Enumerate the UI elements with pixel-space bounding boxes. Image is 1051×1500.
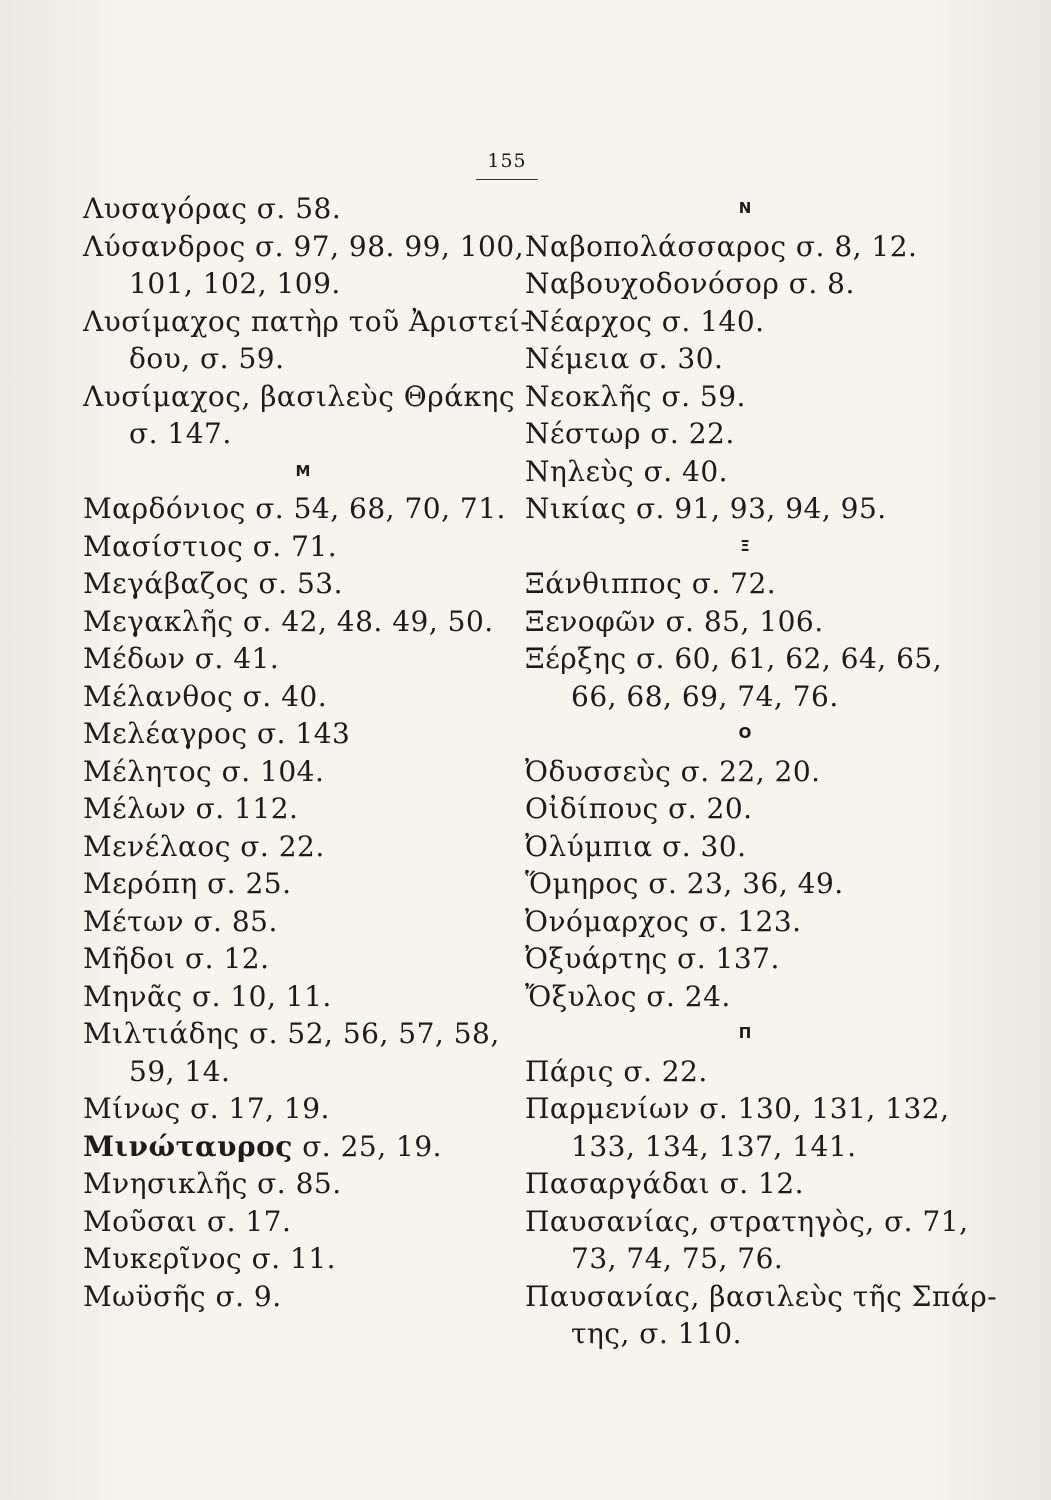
index-entry (525, 303, 965, 341)
entry-line: Μελέαγρος σ. 143 (83, 717, 351, 750)
entry-line: Μοῦσαι σ. 17. (83, 1204, 292, 1238)
entry-continuation: 66, 68, 69, 74, 76. (571, 679, 839, 713)
entry-line: Μέλητος σ. 104. (83, 754, 325, 788)
entry-line: Μαρδόνιος σ. 54, 68, 70, 71. (83, 492, 506, 525)
entry-line: Νικίας σ. 91, 93, 94, 95. (525, 492, 887, 525)
entry-line: Ναβοπολάσσαρος σ. 8, 12. (525, 229, 918, 263)
index-entry (83, 603, 503, 641)
index-entry (83, 640, 503, 678)
entry-line: Μηνᾶς σ. 10, 11. (83, 979, 332, 1013)
index-entry (525, 378, 965, 416)
entry-line: Μερόπη σ. 25. (83, 867, 292, 900)
entry-line: Ὀλύμπια σ. 30. (525, 829, 747, 863)
entry-line: Παυσανίας, στρατηγὸς, σ. 71, (525, 1204, 969, 1238)
entry-line: Ξέρξης σ. 60, 61, 62, 64, 65, (525, 642, 943, 675)
entry-continuation: 133, 134, 137, 141. (571, 1129, 857, 1163)
entry-continuation: 73, 74, 75, 76. (571, 1242, 784, 1275)
entry-continuation: δου, σ. 59. (129, 342, 285, 375)
entry-line: Νέστωρ σ. 22. (525, 417, 735, 450)
entry-line: Ὀξυάρτης σ. 137. (525, 942, 780, 975)
entry-line: Πασαργάδαι σ. 12. (525, 1167, 805, 1200)
index-entry (525, 640, 965, 715)
entry-line: Λυσαγόρας σ. 58. (83, 192, 342, 225)
entry-line: Μεγακλῆς σ. 42, 48. 49, 50. (83, 604, 494, 638)
index-entry (83, 1128, 503, 1166)
entry-line: Παρμενίων σ. 130, 131, 132, (525, 1092, 950, 1125)
index-column-left (83, 190, 531, 1315)
index-entry (525, 453, 965, 491)
entry-line: Μενέλαος σ. 22. (83, 829, 325, 863)
entry-line: Μέλανθος σ. 40. (83, 679, 328, 713)
index-entry (525, 753, 965, 791)
entry-line: Παυσανίας, βασιλεὺς τῆς Σπάρ- (525, 1279, 998, 1313)
section-letter: Ξ (740, 536, 750, 555)
index-entry (525, 340, 965, 378)
index-entry (525, 828, 965, 866)
index-entry (83, 378, 516, 453)
index-entry (525, 1053, 965, 1091)
index-entry (83, 978, 503, 1016)
entry-line: Λυσίμαχος, βασιλεὺς Θράκης (83, 379, 516, 413)
index-entry (525, 940, 965, 978)
entry-line: Μεγάβαζος σ. 53. (83, 567, 343, 600)
index-entry (83, 790, 503, 828)
header-rule (476, 179, 538, 180)
index-entry (525, 1203, 969, 1278)
entry-line: Μιλτιάδης σ. 52, 56, 57, 58, (83, 1017, 500, 1050)
section-letter: Π (738, 1024, 752, 1042)
index-entry (525, 1090, 965, 1165)
index-entry (525, 490, 965, 528)
entry-line: Νηλεὺς σ. 40. (525, 454, 729, 488)
index-entry (525, 228, 965, 266)
index-entry (525, 1278, 998, 1353)
entry-continuation: της, σ. 110. (571, 1317, 743, 1350)
index-entry (525, 790, 965, 828)
entry-line: Νέμεια σ. 30. (525, 342, 724, 375)
entry-line: Λύσανδρος σ. 97, 98. 99, 100, (83, 229, 525, 263)
entry-line: Ὄξυλος σ. 24. (525, 979, 731, 1013)
index-entry (525, 978, 965, 1016)
entry-line: Πάρις σ. 22. (525, 1054, 708, 1088)
index-entry (83, 1015, 503, 1090)
index-entry (83, 903, 503, 941)
index-entry (83, 1203, 503, 1241)
index-entry (83, 490, 506, 528)
index-entry (83, 1090, 503, 1128)
index-entry (525, 903, 965, 941)
index-entry (83, 1278, 503, 1316)
entry-continuation: σ. 147. (129, 417, 232, 450)
entry-line: Λυσίμαχος πατὴρ τοῦ Ἀριστεί- (83, 304, 531, 338)
index-entry (525, 265, 965, 303)
entry-line: Μινώταυρος σ. 25, 19. (83, 1129, 443, 1163)
entry-line: Νεοκλῆς σ. 59. (525, 379, 746, 413)
entry-continuation: 59, 14. (129, 1054, 231, 1088)
entry-line: Μέδων σ. 41. (83, 642, 280, 675)
index-entry (83, 940, 503, 978)
index-entry (83, 228, 525, 303)
page-number: 155 (487, 150, 527, 172)
index-entry (83, 753, 503, 791)
index-column-right (525, 190, 998, 1353)
entry-line: Μωϋσῆς σ. 9. (83, 1279, 282, 1313)
index-entry (83, 715, 503, 753)
entry-line: Ξενοφῶν σ. 85, 106. (525, 604, 824, 638)
entry-line: Ξάνθιππος σ. 72. (525, 567, 777, 600)
entry-line: Μασίστιος σ. 71. (83, 529, 338, 563)
entry-line: Μνησικλῆς σ. 85. (83, 1167, 342, 1200)
index-entry (83, 565, 503, 603)
index-entry (525, 1165, 965, 1203)
section-letter: O (738, 724, 752, 742)
index-entry (525, 603, 965, 641)
entry-line: Ὅμηρος σ. 23, 36, 49. (525, 867, 844, 900)
section-letter: N (738, 199, 752, 217)
index-entry (83, 828, 503, 866)
entry-line: Ὀνόμαρχος σ. 123. (525, 904, 802, 938)
index-entry (83, 190, 503, 228)
section-letter: M (295, 461, 311, 480)
entry-line: Ὀδυσσεὺς σ. 22, 20. (525, 754, 821, 788)
entry-line: Οἰδίπους σ. 20. (525, 792, 753, 825)
entry-line: Μυκερῖνος σ. 11. (83, 1242, 337, 1275)
entry-line: Μέλων σ. 112. (83, 792, 299, 825)
index-entry (525, 415, 965, 453)
index-entry (83, 678, 503, 716)
entry-line: Ναβουχοδονόσορ σ. 8. (525, 267, 855, 300)
index-entry (525, 565, 965, 603)
entry-continuation: 101, 102, 109. (129, 267, 341, 300)
index-entry (525, 865, 965, 903)
index-entry (83, 865, 503, 903)
entry-line: Μίνως σ. 17, 19. (83, 1092, 330, 1125)
entry-line: Μῆδοι σ. 12. (83, 942, 270, 975)
index-entry (83, 303, 531, 378)
entry-line: Νέαρχος σ. 140. (525, 304, 765, 338)
index-entry (83, 1240, 503, 1278)
entry-line: Μέτων σ. 85. (83, 904, 278, 938)
index-entry (83, 1165, 503, 1203)
index-entry (83, 528, 503, 566)
